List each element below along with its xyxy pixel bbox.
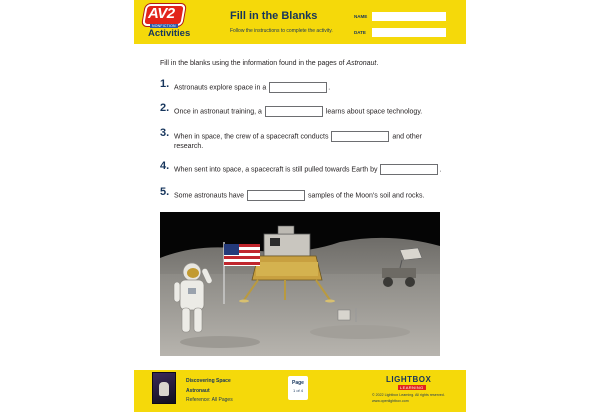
blank-field-3[interactable] [331,131,389,142]
question-text-after: learns about space technology. [325,108,423,116]
sheet-title: Fill in the Blanks [230,10,318,22]
footer-book: Astronaut [186,388,210,394]
blank-field-1[interactable] [269,82,327,93]
question-text-before: When in space, the crew of a spacecraft conducts [174,133,329,141]
astronaut-moon-photo [160,212,440,356]
instructions-prefix: Fill in the blanks using the information found in the pages of [160,60,347,67]
activities-label: Activities [148,28,191,39]
book-cover-thumbnail [152,372,176,404]
instructions-suffix: . [376,60,379,67]
blank-field-4[interactable] [380,164,438,175]
question-number: 2. [160,102,170,114]
lightbox-learning-tag: LEARNING [400,385,424,390]
question-text-before: Astronauts explore space in a [174,84,267,92]
instructions [160,60,378,67]
logo-sub: NONFICTION [152,24,176,28]
question-text-after: and other research. [174,133,422,150]
question-text-before: Once in astronaut training, a [174,108,262,116]
footer-copyright: © 2022 Lightbox Learning. All rights reserved. [372,393,445,397]
blank-field-5[interactable] [247,190,305,201]
blank-field-2[interactable] [265,106,323,117]
question-text-after: . [328,84,331,92]
sheet-subtitle: Follow the instructions to complete the activity. [230,28,333,34]
name-field[interactable] [372,12,446,21]
question-text-after: . [439,166,442,174]
footer-reference: Reference: All Pages [186,397,233,403]
page-number: 1 of 4 [292,388,303,393]
footer-series: Discovering Space [186,378,231,384]
page-label: Page [292,380,304,386]
page-indicator [288,376,308,400]
name-label: NAME [354,14,368,19]
question-number: 4. [160,160,170,172]
question-number: 1. [160,78,170,90]
question-text-before: When sent into space, a spacecraft is still pulled towards Earth by [174,166,378,174]
question-number: 3. [160,127,170,139]
lightbox-logo: LIGHTBOX [386,375,432,384]
instructions-book: Astronaut [346,60,377,67]
moon-landing-image-icon [160,212,440,356]
question-text-before: Some astronauts have [174,192,245,200]
question-number: 5. [160,186,170,198]
footer-website[interactable]: www.openlightbox.com [372,399,409,403]
date-field[interactable] [372,28,446,37]
question-text-after: samples of the Moon's soil and rocks. [307,192,425,200]
date-label: DATE [354,30,366,35]
logo-text: AV2 [148,5,175,22]
